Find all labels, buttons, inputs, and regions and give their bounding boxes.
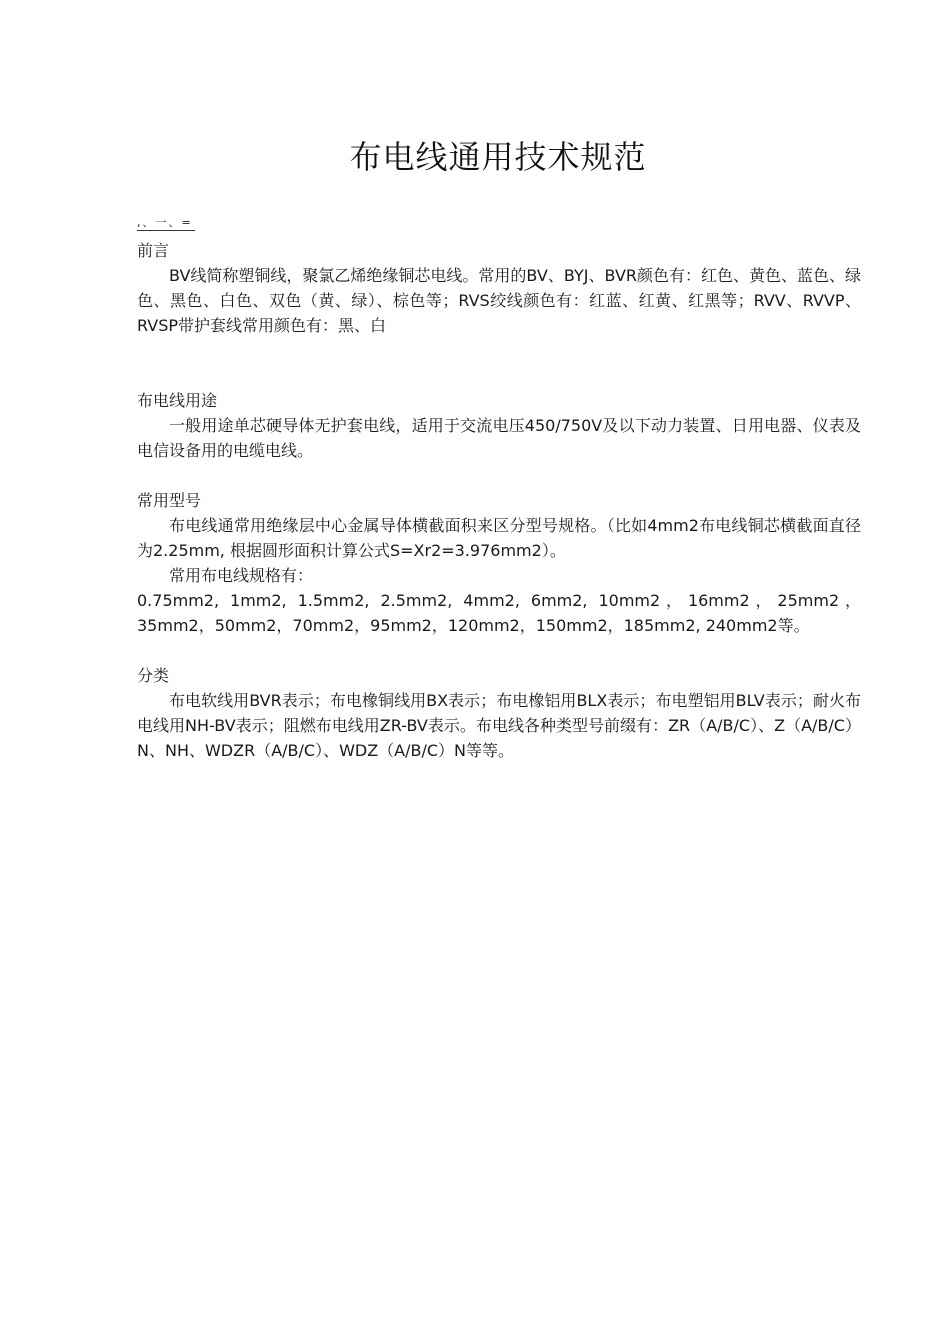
section-models [137,488,861,638]
spacer [137,463,861,488]
models-heading: 常用型号 [137,491,202,510]
preface-heading: 前言 [137,241,170,260]
section-preface [137,238,861,338]
section-classification [137,663,861,763]
spacer [137,638,861,663]
spec-list: 0.75mm2, 1mm2, 1.5mm2, 2.5mm2, 4mm2, 6mm2, 10mm2，16mm2，25mm2，35mm2，50mm2，70mm2，95mm2，120mm2，150mm2，185mm2, 240mm2等。 [137,591,862,635]
spacer [137,338,861,388]
spec-intro: 常用布电线规格有： [169,566,314,585]
usage-heading: 布电线用途 [137,391,218,410]
document-body [137,238,861,763]
classification-paragraph: 布电软线用BVR表示；布电橡铜线用BX表示；布电橡铝用BLX表示；布电塑铝用BLV表示；耐火布电线用NH-BV表示；阻燃布电线用ZR-BV表示。布电线各种类型号前缀有：ZR（A/B/C）、Z（A/B/C）N、NH、WDZR（A/B/C）、WDZ（A/B/C）N等等。 [137,691,861,760]
models-paragraph: 布电线通常用绝缘层中心金属导体横截面积来区分型号规格。（比如4mm2布电线铜芯横截面直径为2.25mm, 根据圆形面积计算公式S=Xr2=3.976mm2）。 [137,516,861,560]
usage-paragraph: 一般用途单芯硬导体无护套电线，适用于交流电压450/750V及以下动力装置、日用电器、仪表及电信设备用的电缆电线。 [137,416,861,460]
section-marker: ,、一、= [137,216,193,229]
document-title: 布电线通用技术规范 [349,138,647,176]
section-usage [137,388,861,463]
classification-heading: 分类 [137,666,170,685]
preface-paragraph: BV线简称塑铜线，聚氯乙烯绝缘铜芯电线。常用的BV、BYJ、BVR颜色有：红色、黄色、蓝色、绿色、黑色、白色、双色（黄、绿）、棕色等；RVS绞线颜色有：红蓝、红黄、红黑等；RVV、RVVP、RVSP带护套线常用颜色有：黑、白 [137,266,862,335]
